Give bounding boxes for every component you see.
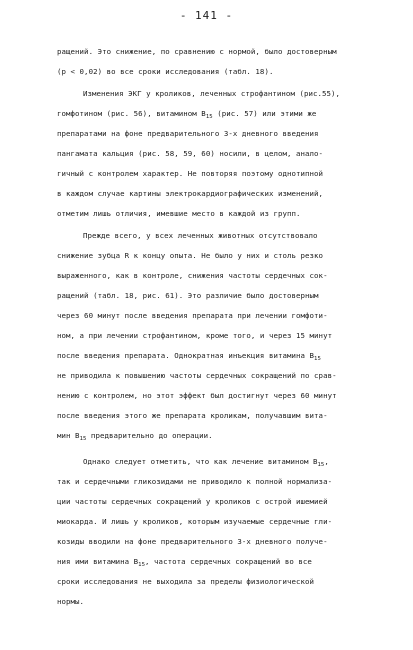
line-text: мин В [57, 431, 80, 440]
line-text-after: предварительно до операции. [86, 431, 213, 440]
line-text: ращений (табл. 18, рис. 61). Это различие было достоверным [57, 291, 319, 300]
text-line [57, 311, 328, 320]
subscript: 15 [79, 436, 87, 442]
line-text: (р < 0,02) во все сроки исследования (табл. 18). [57, 67, 274, 76]
text-line [57, 371, 337, 380]
line-text: в каждом случае картины электрокардиографических изменений, [57, 189, 324, 198]
text-line [57, 477, 332, 486]
line-text: отметим лишь отличия, имевшие место в каждой из групп. [57, 209, 301, 218]
text-line [83, 231, 318, 240]
line-text: так и сердечными гликозидами не приводило к полной нормализа- [57, 477, 333, 486]
line-text: выраженного, как в контроле, снижения частоты сердечных сок- [57, 271, 328, 280]
text-line [57, 47, 337, 56]
text-line [57, 149, 323, 158]
text-line [57, 291, 319, 300]
text-line [57, 129, 319, 138]
line-text: миокарда. И лишь у кроликов, которым изучаемые сердечные гли- [57, 517, 333, 526]
line-text: ния ими витамина В [57, 557, 139, 566]
text-line [57, 67, 273, 76]
text-line [57, 431, 213, 440]
text-line [57, 169, 323, 178]
line-text-after: (рис. 57) или этими же [212, 109, 317, 118]
line-text: после введения препарата. Однократная инъекция витамина В [57, 351, 315, 360]
line-text-after: , частота сердечных сокращений во все [145, 557, 312, 566]
line-text: ции частоты сердечных сокращений у кроликов с острой ишемией [57, 497, 328, 506]
text-line [57, 537, 328, 546]
text-line [83, 89, 340, 98]
line-text: препаратами на фоне предварительного 3-х дневного введения [57, 129, 319, 138]
text-line [57, 331, 332, 340]
line-text: нормы. [57, 597, 85, 606]
subscript: 15 [317, 462, 325, 468]
line-text: гомфотином (рис. 56), витамином В [57, 109, 206, 118]
line-text-after: , [324, 457, 329, 466]
text-line [57, 391, 337, 400]
line-text: гичный с контролем характер. Не повторяя поэтому однотипной [57, 169, 324, 178]
line-text: после введения этого же препарата кроликам, получавшим вита- [57, 411, 328, 420]
line-text: через 60 минут после введения препарата при лечении гомфоти- [57, 311, 328, 320]
line-text: Изменения ЭКГ у кроликов, леченных строфантином (рис.55), [83, 89, 341, 98]
text-line [57, 209, 301, 218]
subscript: 15 [138, 562, 146, 568]
subscript: 15 [314, 356, 321, 362]
text-line [57, 411, 328, 420]
line-text: снижение зубца R к концу опыта. Не было у них и столь резко [57, 251, 324, 260]
subscript: 15 [205, 114, 213, 120]
line-text: ращений. Это снижение, по сравнению с нормой, было достоверным [57, 47, 337, 56]
text-line [57, 517, 332, 526]
text-line [57, 497, 328, 506]
line-text: нению с контролем, но этот эффект был достигнут через 60 минут [57, 391, 337, 400]
line-text: пангамата кальция (рис. 58, 59, 60) носили, в целом, анало- [57, 149, 324, 158]
text-line [57, 597, 84, 606]
line-text: Однако следует отметить, что как лечение витамином В [83, 457, 318, 466]
line-text: козиды вводили на фоне предварительного 3-х дневного получе- [57, 537, 328, 546]
line-text: не приводила к повышению частоты сердечных сокращений по срав- [57, 371, 337, 380]
text-line [57, 577, 314, 586]
line-text: ном, а при лечении строфантином, кроме того, и через 15 минут [57, 331, 333, 340]
page-number: - 141 - [179, 9, 234, 22]
text-line [83, 457, 329, 466]
text-line [57, 189, 323, 198]
text-line [57, 109, 316, 118]
text-line [57, 251, 323, 260]
line-text: Прежде всего, у всех леченных животных отсутствовало [83, 231, 318, 240]
text-line [57, 271, 328, 280]
text-line [57, 557, 312, 566]
text-line [57, 351, 321, 360]
line-text: сроки исследования не выходила за пределы физиологической [57, 577, 315, 586]
